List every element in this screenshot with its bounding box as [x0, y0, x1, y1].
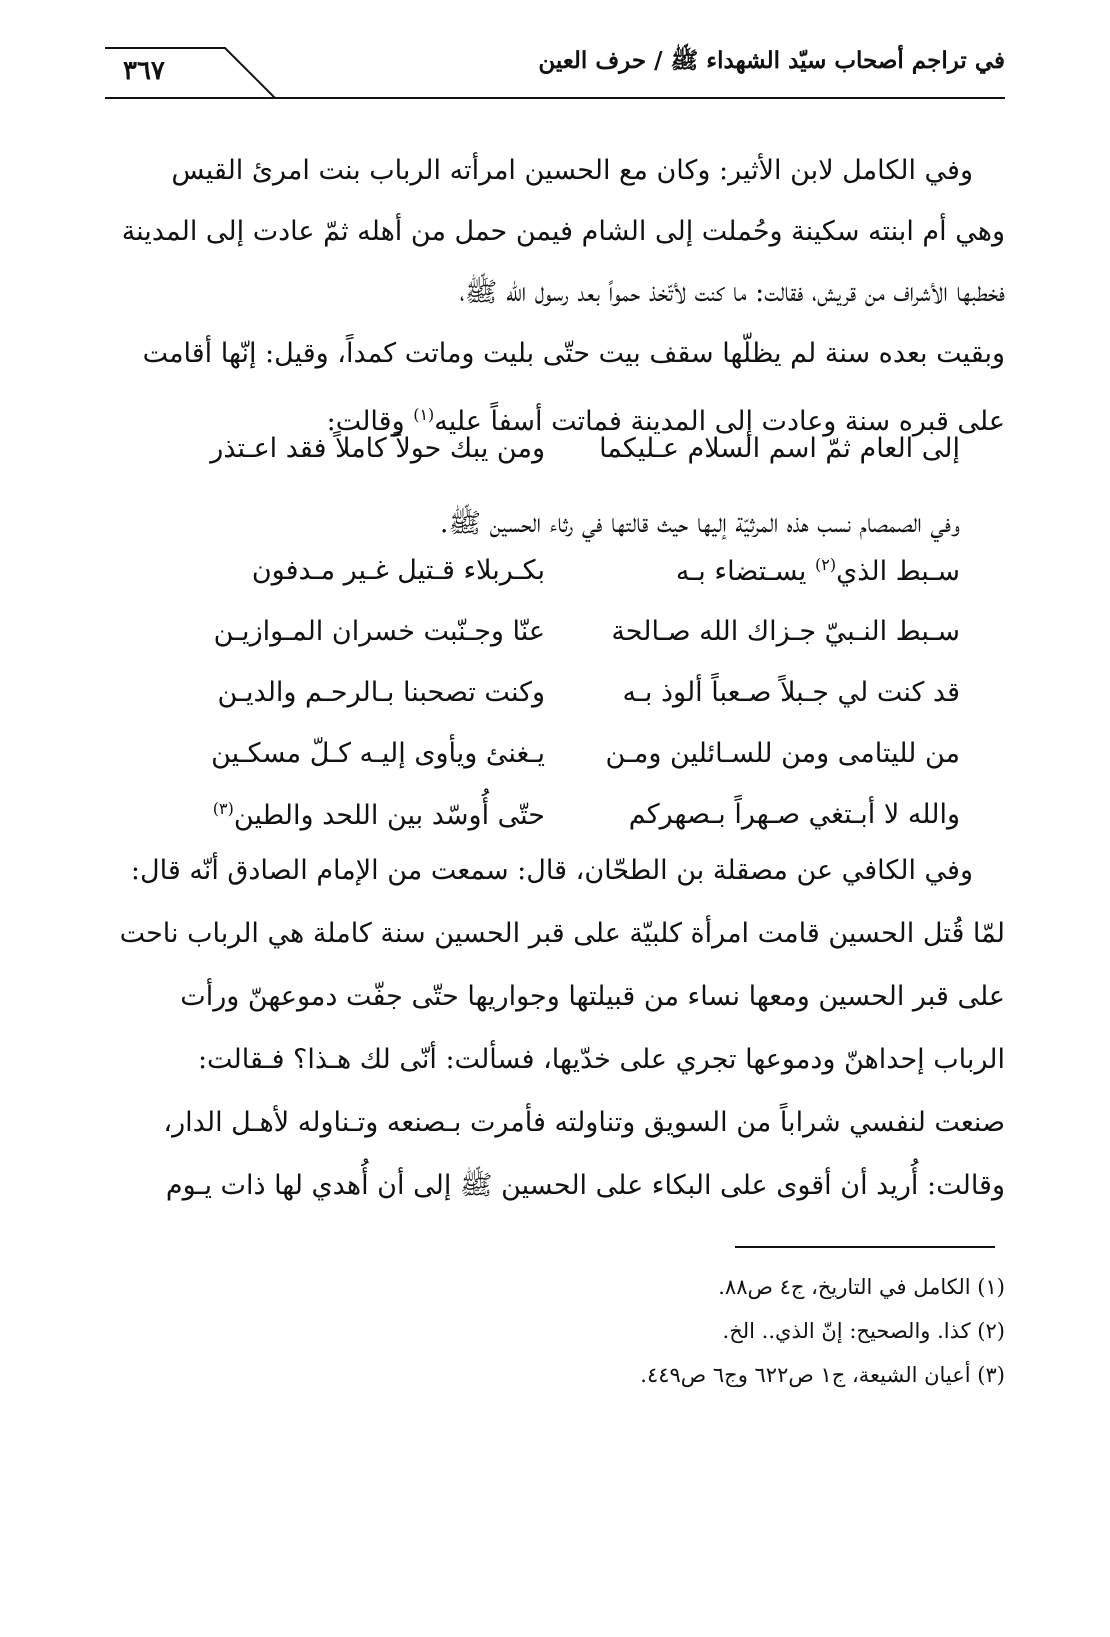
verse-second-hemistich: يـغنئ ويأوى إليـه كـلّ مسكـين: [211, 738, 545, 769]
attribution-text: وفي الصمصام نسب هذه المرثيّة إليها حيث قالتها في رثاء الحسين ﷺ.: [439, 508, 960, 539]
verse-first-hemistich: إلى العام ثمّ اسم السلام عـليكما: [599, 433, 960, 464]
paragraph-line: وفي الكافي عن مصقلة بن الطحّان، قال: سمعت من الإمام الصادق أنّه قال:: [130, 855, 973, 886]
verse-line: [105, 555, 1005, 616]
paragraph-line: وفي الكامل لابن الأثير: وكان مع الحسين امرأته الرباب بنت امرئ القيس: [171, 155, 973, 186]
verse-text: يسـتضاء بـه: [675, 556, 815, 587]
paragraph-line: على قبر الحسين ومعها نساء من قبيلتها وجواريها حتّى جفّت دموعهنّ ورأت: [180, 981, 1005, 1012]
attribution-line: [105, 493, 1005, 554]
paragraph-1: [105, 140, 1005, 452]
page-number: ٣٦٧: [123, 56, 165, 86]
footnote-marker: (١): [413, 405, 435, 424]
verse-line: [105, 738, 1005, 799]
verse-text: سـبط الذي: [836, 556, 960, 587]
paragraph-text: على قبره سنة وعادت إلى المدينة فماتت أسفاً عليه: [434, 406, 1005, 437]
header-title: في تراجم أصحاب سيّد الشهداء ﷺ / حرف العين: [538, 47, 1005, 74]
footnote: (٢) كذا. والصحيح: إنّ الذي.. الخ.: [722, 1319, 1005, 1343]
verse-first-hemistich: سـبط النـبيّ جـزاك الله صـالحة: [611, 616, 960, 647]
verse-second-hemistich: عنّا وجـنّبت خسران المـوازيـن: [213, 616, 545, 647]
verse-line: [105, 677, 1005, 738]
verse-line: [105, 616, 1005, 677]
verse-second-hemistich: وكنت تصحبنا بـالرحـم والديـن: [217, 677, 545, 708]
verse-first-hemistich: [565, 555, 960, 587]
verse-first-hemistich: من لليتامى ومن للسـائلين ومـن: [605, 738, 960, 769]
footnote: (٣) أعيان الشيعة، ج١ ص٦٢٢ وج٦ ص٤٤٩.: [640, 1363, 1005, 1387]
footnote-marker: (٢): [814, 555, 837, 574]
elegy-poem: [105, 555, 1005, 860]
footnote-marker: (٣): [212, 799, 234, 818]
paragraph-line: وهي أم ابنته سكينة وحُملت إلى الشام فيمن حمل من أهله ثمّ عادت إلى المدينة: [121, 216, 1005, 247]
verse-1: [105, 433, 1005, 494]
verse-first-hemistich: والله لا أبـتغي صـهراً بـصهركم: [628, 799, 960, 830]
paragraph-2: [105, 839, 1005, 1217]
footnotes: [105, 1265, 1005, 1397]
paragraph-line: فخطبها الأشراف من قريش، فقالت: ما كنت لأتّخذ حمواً بعد رسول الله ﷺ،: [459, 277, 1005, 308]
paragraph-line: الرباب إحداهنّ ودموعها تجري على خدّيها، فسألت: أنّى لك هـذا؟ فـقالت:: [197, 1044, 1005, 1075]
verse-first-hemistich: قد كنت لي جـبلاً صـعباً ألوذ بـه: [622, 677, 960, 708]
verse-text: حتّى أُوسّد بين اللحد والطين: [233, 800, 545, 831]
paragraph-line: وبقيت بعده سنة لم يظلّها سقف بيت حتّى بليت وماتت كمداً، وقيل: إنّها أقامت: [142, 338, 1005, 369]
verse-second-hemistich: بكـربلاء قـتيل غـير مـدفون: [251, 555, 545, 586]
verse-second-hemistich: ومن يبك حولاً كاملاً فقد اعـتذر: [210, 433, 545, 464]
paragraph-line: صنعت لنفسي شراباً من السويق وتناولته فأمرت بـصنعه وتـناوله لأهـل الدار،: [163, 1107, 1005, 1138]
paragraph-line: وقالت: أُريد أن أقوى على البكاء على الحسين ﷺ إلى أن أُهدي لها ذات يـوم: [165, 1170, 1005, 1201]
footnote: (١) الكامل في التاريخ، ج٤ ص٨٨.: [718, 1275, 1005, 1299]
paragraph-text: وقالت:: [326, 406, 414, 437]
running-header: [105, 42, 1005, 100]
verse-line: [105, 433, 1005, 494]
paragraph-line: لمّا قُتل الحسين قامت امرأة كلبيّة على قبر الحسين سنة كاملة هي الرباب ناحت: [119, 918, 1005, 949]
footnote-separator: [735, 1246, 995, 1248]
verse-second-hemistich: [155, 799, 545, 831]
